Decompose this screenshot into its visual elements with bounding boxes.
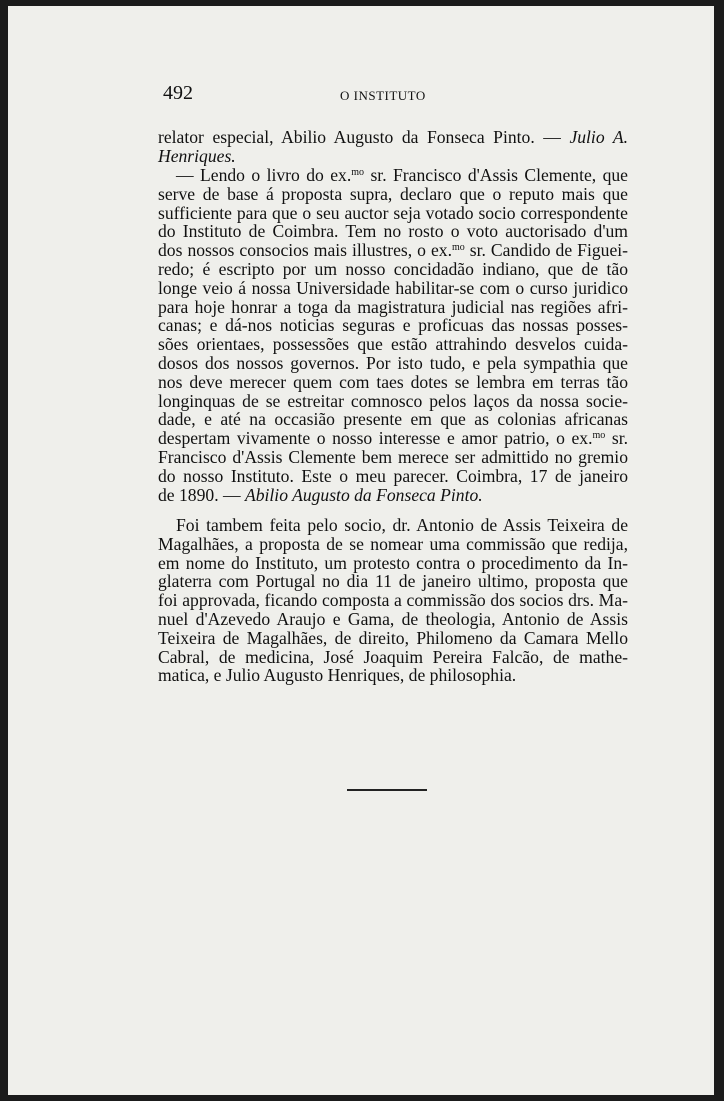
text-line: dos nossos consocios mais illustres, o ex.$^{mo}$ sr. Candido de Figuei-: [158, 240, 628, 261]
paragraph-1: [158, 128, 628, 166]
text-line: Magalhães, a proposta de se nomear uma commissão que redija,: [158, 533, 628, 554]
text-line: redo; é escripto por um nosso concidadão indiano, que de tão: [158, 258, 628, 279]
text-line: dade, e até na occasião presente em que as colonias africanas: [158, 409, 628, 430]
text-line: nos deve merecer quem com taes dotes se lembra em terras tão: [158, 371, 628, 392]
text-line: de 1890. — Abilio Augusto da Fonseca Pinto.: [158, 484, 483, 505]
page-number: 492: [163, 82, 193, 104]
text-line: foi approvada, ficando composta a commissão dos socios drs. Ma-: [158, 590, 628, 611]
text-line: Foi tambem feita pelo socio, dr. Antonio de Assis Teixeira de: [176, 515, 628, 535]
text-line: relator especial, Abilio Augusto da Fonseca Pinto. — Julio A.: [158, 127, 628, 147]
running-title: O INSTITUTO: [340, 88, 426, 103]
paragraph-3: [158, 516, 628, 685]
text-line: Cabral, de medicina, José Joaquim Pereira Falcão, de mathe-: [158, 646, 628, 667]
text-line: — Lendo o livro do ex.$^{mo}$ sr. Francisco d'Assis Clemente, que: [176, 165, 628, 185]
text-line: sões orientaes, possessões que estão attrahindo desvelos cuida-: [158, 334, 628, 355]
text-line: em nome do Instituto, um protesto contra o procedimento da In-: [158, 552, 628, 573]
text-line: despertam vivamente o nosso interesse e amor patrio, o ex.$^{mo}$ sr.: [158, 428, 628, 449]
text-line: longe veio á nossa Universidade habilitar-se com o curso juridico: [158, 277, 628, 298]
text-line: canas; e dá-nos noticias seguras e proficuas das nossas posses-: [158, 315, 628, 336]
text-line: para hoje honrar a toga da magistratura judicial nas regiões afri-: [158, 296, 628, 317]
paragraph-2: [158, 166, 628, 504]
text-line: Francisco d'Assis Clemente bem merece ser admittido no gremio: [158, 446, 628, 467]
text-line: sufficiente para que o seu auctor seja votado socio correspondente: [158, 202, 628, 223]
text-line: glaterra com Portugal no dia 11 de janeiro ultimo, proposta que: [158, 571, 628, 592]
section-divider: [347, 789, 427, 791]
text-line: Henriques.: [158, 145, 236, 166]
text-line: do Instituto de Coimbra. Tem no rosto o voto auctorisado d'um: [158, 221, 628, 242]
text-line: Teixeira de Magalhães, de direito, Philomeno da Camara Mello: [158, 627, 628, 648]
text-line: longinquas de se estreitar comnosco pelos laços da nossa socie-: [158, 390, 628, 411]
text-line: nuel d'Azevedo Araujo e Gama, de theologia, Antonio de Assis: [158, 608, 628, 629]
text-line: do nosso Instituto. Este o meu parecer. Coimbra, 17 de janeiro: [158, 465, 628, 486]
text-line: serve de base á proposta supra, declaro que o reputo mais que: [158, 183, 628, 204]
text-line: dosos dos nossos governos. Por isto tudo, e pela sympathia que: [158, 352, 628, 373]
text-line: matica, e Julio Augusto Henriques, de philosophia.: [158, 665, 517, 686]
